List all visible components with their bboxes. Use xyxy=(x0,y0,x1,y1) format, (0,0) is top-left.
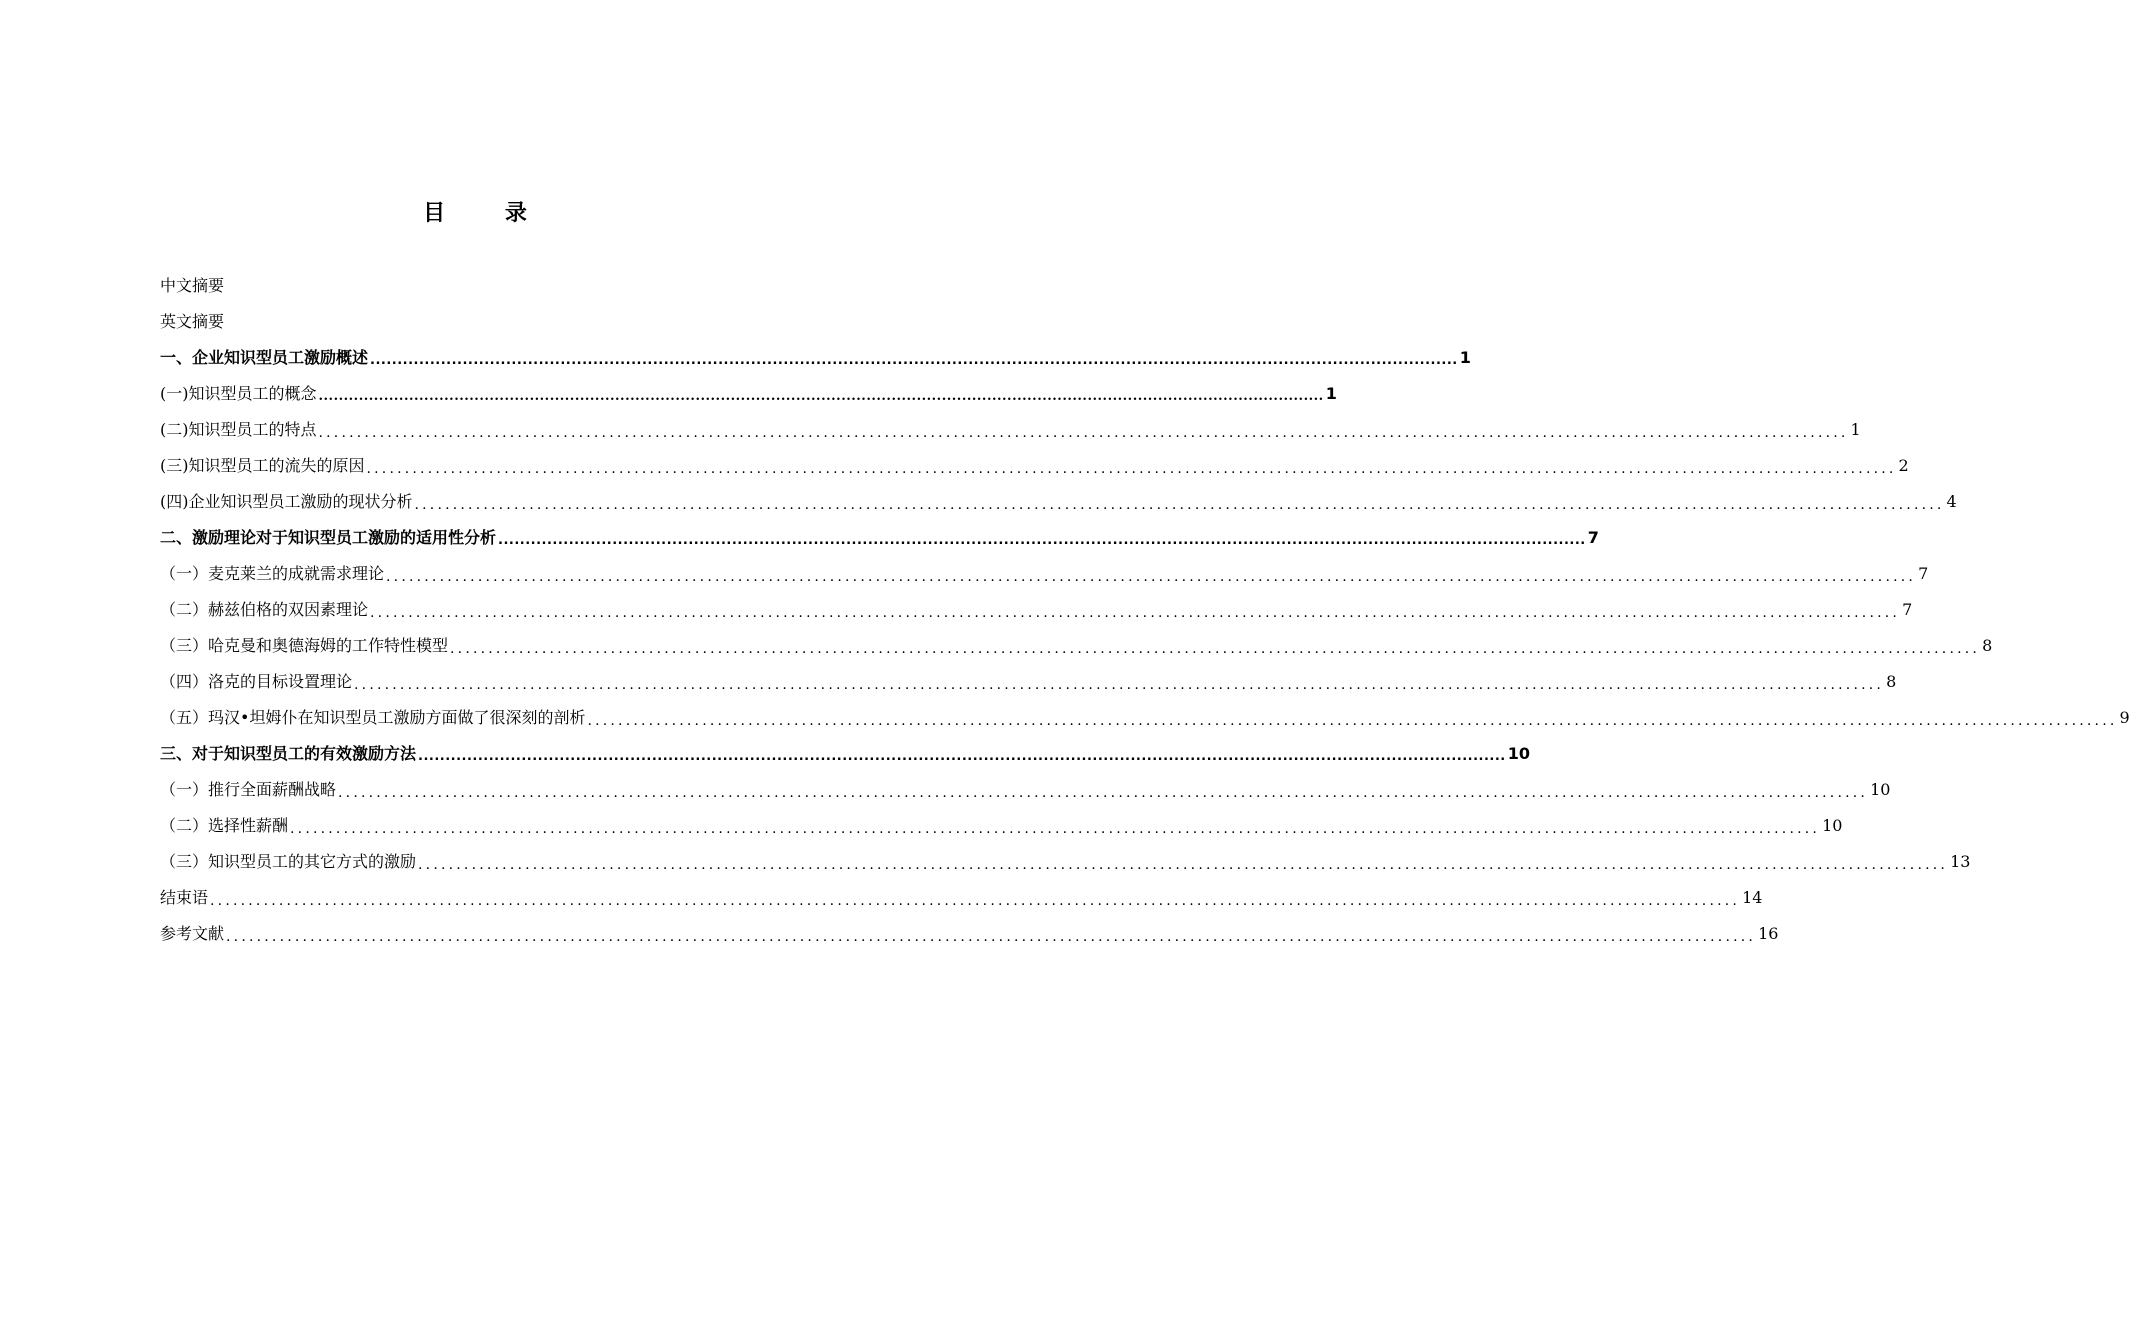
toc-entry-title: （三）哈克曼和奥德海姆的工作特性模型 xyxy=(160,636,449,655)
toc-entry[interactable] xyxy=(160,592,1913,628)
toc-entry-title: 二、激励理论对于知识型员工激励的适用性分析 xyxy=(160,528,497,547)
toc-entry-title: （一）麦克莱兰的成就需求理论 xyxy=(160,564,385,583)
toc-entry-title: (四)企业知识型员工激励的现状分析 xyxy=(160,492,413,511)
toc-page-number: 9 xyxy=(2119,708,2130,727)
toc-leader-dots: ........................................................................................................................................................................................................ xyxy=(418,749,1506,764)
toc-page-number: 16 xyxy=(1758,924,1779,943)
toc-entry-title: 一、企业知识型员工激励概述 xyxy=(160,348,369,367)
toc-entry-title: （三）知识型员工的其它方式的激励 xyxy=(160,852,417,871)
toc-leader-dots: ........................................................................................................................................................................................................ xyxy=(366,461,1897,477)
toc-entry-title: (一)知识型员工的概念 xyxy=(160,384,317,403)
toc-page-number: 1 xyxy=(1325,384,1337,403)
toc-title: 目 录 xyxy=(423,201,553,226)
toc-entry-title: （一）推行全面薪酬战略 xyxy=(160,780,337,799)
toc-entry[interactable] xyxy=(160,412,1861,448)
toc-leader-dots: ........................................................................................................................................................................................................ xyxy=(450,641,1981,657)
toc-page-number: 7 xyxy=(1587,528,1599,547)
toc-entry-title: 英文摘要 xyxy=(160,312,225,331)
toc-page-number: 10 xyxy=(1507,744,1530,763)
toc-entry[interactable] xyxy=(160,448,1909,484)
toc-page-number: 14 xyxy=(1742,888,1763,907)
toc-entry[interactable] xyxy=(160,736,1530,772)
toc-entry-title: （五）玛汉•坦姆仆在知识型员工激励方面做了很深刻的剖析 xyxy=(160,708,586,727)
toc-leader-dots: ........................................................................................................................................................................................................ xyxy=(386,569,1917,585)
toc-leader-dots: ........................................................................................................................................................................................................ xyxy=(418,857,1949,873)
toc-entry[interactable] xyxy=(160,844,1971,880)
toc-page-number: 10 xyxy=(1870,780,1891,799)
toc-page-number: 10 xyxy=(1822,816,1843,835)
toc-leader-dots: ........................................................................................................................................................................................................ xyxy=(498,533,1586,548)
toc-entry[interactable] xyxy=(160,880,1763,916)
toc-entry[interactable] xyxy=(160,268,837,304)
toc-entry-title: （二）赫兹伯格的双因素理论 xyxy=(160,600,369,619)
toc-entry[interactable] xyxy=(160,340,1471,376)
toc-entry[interactable] xyxy=(160,808,1843,844)
toc-leader-dots: ........................................................................................................................................................................................................ xyxy=(370,605,1901,621)
toc-entry[interactable] xyxy=(160,484,1957,520)
toc-page-number: 1 xyxy=(1850,420,1861,439)
toc-page-number: 7 xyxy=(1918,564,1929,583)
toc-entry-title: 中文摘要 xyxy=(160,276,225,295)
toc-entry-title: (二)知识型员工的特点 xyxy=(160,420,317,439)
toc-leader-dots: ........................................................................................................................................................................................................ xyxy=(318,389,1324,404)
toc-entry[interactable] xyxy=(160,304,837,340)
toc-entry-title: （二）选择性薪酬 xyxy=(160,816,289,835)
toc-leader-dots: ........................................................................................................................................................................................................ xyxy=(587,713,2118,729)
toc-leader-dots: ........................................................................................................................................................................................................ xyxy=(414,497,1945,513)
toc-leader-dots: ........................................................................................................................................................................................................ xyxy=(338,785,1869,801)
toc-page-number: 7 xyxy=(1902,600,1913,619)
toc-entry-title: (三)知识型员工的流失的原因 xyxy=(160,456,365,475)
table-of-contents xyxy=(160,268,2130,952)
toc-page-number: 13 xyxy=(1950,852,1971,871)
toc-entry[interactable] xyxy=(160,628,1993,664)
toc-entry[interactable] xyxy=(160,520,1599,556)
toc-entry[interactable] xyxy=(160,376,1337,412)
toc-entry[interactable] xyxy=(160,772,1891,808)
toc-entry-title: （四）洛克的目标设置理论 xyxy=(160,672,353,691)
toc-entry[interactable] xyxy=(160,664,1897,700)
toc-leader-dots: ........................................................................................................................................................................................................ xyxy=(370,353,1458,368)
toc-page-number: 2 xyxy=(1898,456,1909,475)
toc-entry-title: 三、对于知识型员工的有效激励方法 xyxy=(160,744,417,763)
toc-page-number: 4 xyxy=(1946,492,1957,511)
toc-entry-title: 结束语 xyxy=(160,888,209,907)
toc-leader-dots: ........................................................................................................................................................................................................ xyxy=(354,677,1885,693)
toc-entry[interactable] xyxy=(160,556,1929,592)
toc-leader-dots: ........................................................................................................................................................................................................ xyxy=(226,929,1757,945)
toc-entry-title: 参考文献 xyxy=(160,924,225,943)
toc-entry[interactable] xyxy=(160,916,1779,952)
toc-entry[interactable] xyxy=(160,700,2130,736)
toc-leader-dots: ........................................................................................................................................................................................................ xyxy=(290,821,1821,837)
toc-page-number: 1 xyxy=(1459,348,1471,367)
toc-leader-dots: ........................................................................................................................................................................................................ xyxy=(210,893,1741,909)
toc-page-number: 8 xyxy=(1886,672,1897,691)
toc-leader-dots: ........................................................................................................................................................................................................ xyxy=(318,425,1849,441)
toc-page-number: 8 xyxy=(1982,636,1993,655)
